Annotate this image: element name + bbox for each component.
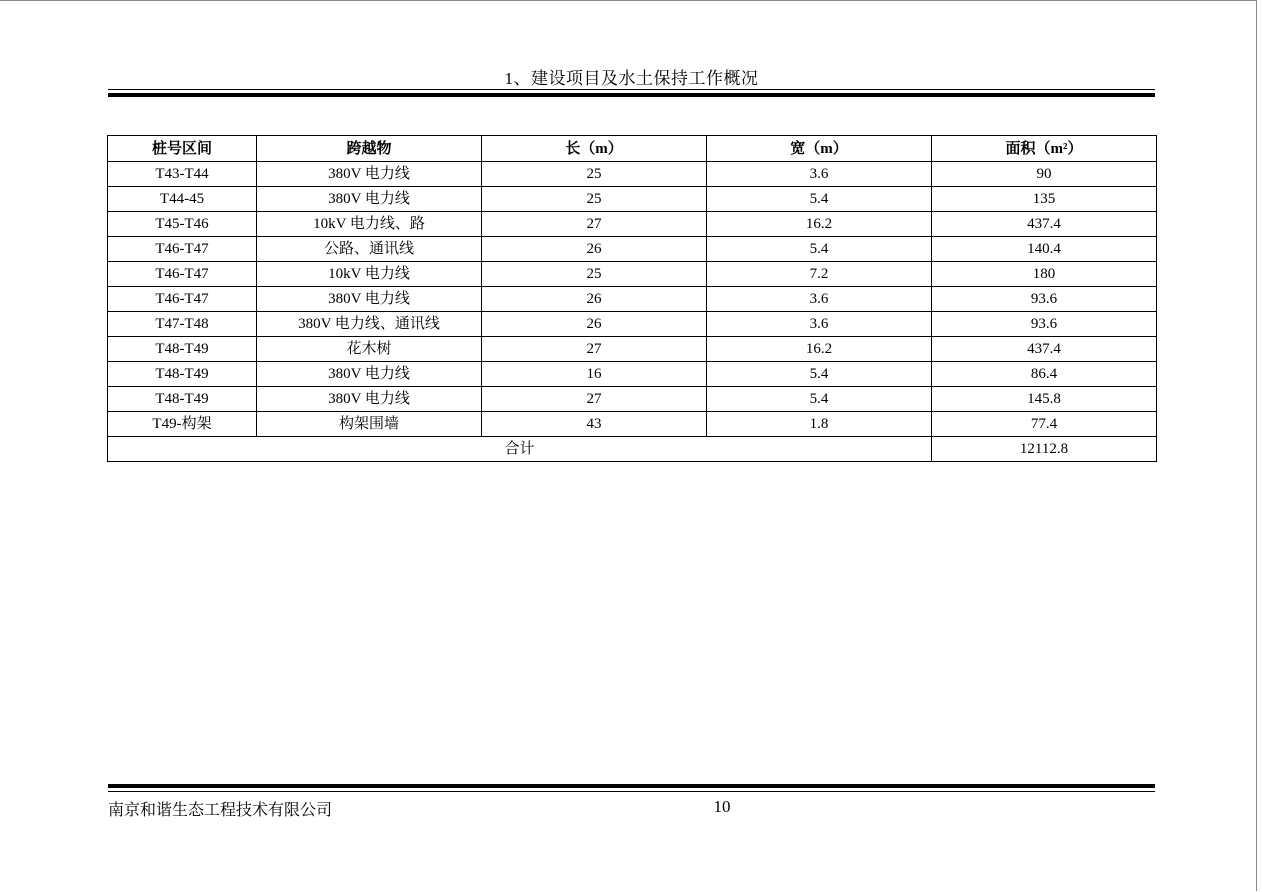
table-cell: 26 xyxy=(482,237,707,262)
table-cell: 145.8 xyxy=(932,387,1157,412)
table-cell: 25 xyxy=(482,187,707,212)
table-cell: 380V 电力线 xyxy=(257,162,482,187)
table-cell: 380V 电力线 xyxy=(257,387,482,412)
table-cell: 花木树 xyxy=(257,337,482,362)
table-row xyxy=(108,212,1157,237)
total-value: 12112.8 xyxy=(932,437,1157,462)
column-header: 跨越物 xyxy=(257,136,482,162)
table-cell: T48-T49 xyxy=(108,387,257,412)
table-row xyxy=(108,362,1157,387)
table-cell: 135 xyxy=(932,187,1157,212)
table-cell: 90 xyxy=(932,162,1157,187)
table-cell: T46-T47 xyxy=(108,262,257,287)
column-header: 面积（m²） xyxy=(932,136,1157,162)
table-cell: 10kV 电力线、路 xyxy=(257,212,482,237)
column-header: 长（m） xyxy=(482,136,707,162)
header-rule-thick xyxy=(108,93,1155,97)
table-row xyxy=(108,387,1157,412)
table-cell: 公路、通讯线 xyxy=(257,237,482,262)
table-cell: T48-T49 xyxy=(108,362,257,387)
header-rule-thin xyxy=(108,89,1155,90)
total-label: 合计 xyxy=(108,437,932,462)
table-cell: 180 xyxy=(932,262,1157,287)
footer-page-number: 10 xyxy=(713,797,731,816)
table-cell: 3.6 xyxy=(707,162,932,187)
table-cell: 16.2 xyxy=(707,337,932,362)
footer-company-name: 南京和谐生态工程技术有限公司 xyxy=(108,802,333,819)
table-total-row xyxy=(108,437,1157,462)
table-cell: 380V 电力线 xyxy=(257,187,482,212)
table-cell: T46-T47 xyxy=(108,237,257,262)
table-cell: 构架围墙 xyxy=(257,412,482,437)
table-row xyxy=(108,187,1157,212)
table-cell: 26 xyxy=(482,287,707,312)
table-cell: 5.4 xyxy=(707,362,932,387)
table-cell: 1.8 xyxy=(707,412,932,437)
table-cell: 86.4 xyxy=(932,362,1157,387)
table-cell: T46-T47 xyxy=(108,287,257,312)
table-row xyxy=(108,262,1157,287)
table-row xyxy=(108,412,1157,437)
table-cell: 16 xyxy=(482,362,707,387)
table-cell: 25 xyxy=(482,162,707,187)
table-row xyxy=(108,337,1157,362)
table-cell: T48-T49 xyxy=(108,337,257,362)
table-cell: 27 xyxy=(482,212,707,237)
table-row xyxy=(108,237,1157,262)
table-cell: 27 xyxy=(482,337,707,362)
table-cell: 5.4 xyxy=(707,387,932,412)
table-cell: T49-构架 xyxy=(108,412,257,437)
table-cell: T43-T44 xyxy=(108,162,257,187)
table-cell: 140.4 xyxy=(932,237,1157,262)
footer-rule-thin xyxy=(108,791,1155,792)
table-cell: 380V 电力线、通讯线 xyxy=(257,312,482,337)
column-header: 桩号区间 xyxy=(108,136,257,162)
table-cell: 93.6 xyxy=(932,312,1157,337)
table-cell: 3.6 xyxy=(707,312,932,337)
crossing-table xyxy=(107,135,1157,462)
table-cell: 437.4 xyxy=(932,337,1157,362)
table-row xyxy=(108,162,1157,187)
table-cell: 5.4 xyxy=(707,187,932,212)
table-cell: 3.6 xyxy=(707,287,932,312)
table-row xyxy=(108,287,1157,312)
table-cell: 93.6 xyxy=(932,287,1157,312)
page-header-title: 1、建设项目及水土保持工作概况 xyxy=(504,69,759,88)
table-cell: 25 xyxy=(482,262,707,287)
table-cell: 16.2 xyxy=(707,212,932,237)
table-cell: T45-T46 xyxy=(108,212,257,237)
table-cell: T44-45 xyxy=(108,187,257,212)
footer-rule-thick xyxy=(108,784,1155,788)
table-cell: 437.4 xyxy=(932,212,1157,237)
table-cell: 380V 电力线 xyxy=(257,287,482,312)
table-cell: 26 xyxy=(482,312,707,337)
column-header: 宽（m） xyxy=(707,136,932,162)
table-cell: 10kV 电力线 xyxy=(257,262,482,287)
table-cell: 380V 电力线 xyxy=(257,362,482,387)
table-cell: T47-T48 xyxy=(108,312,257,337)
table-cell: 27 xyxy=(482,387,707,412)
table-cell: 43 xyxy=(482,412,707,437)
table-header-row xyxy=(108,136,1157,162)
table-cell: 5.4 xyxy=(707,237,932,262)
table-cell: 7.2 xyxy=(707,262,932,287)
table-cell: 77.4 xyxy=(932,412,1157,437)
table-row xyxy=(108,312,1157,337)
